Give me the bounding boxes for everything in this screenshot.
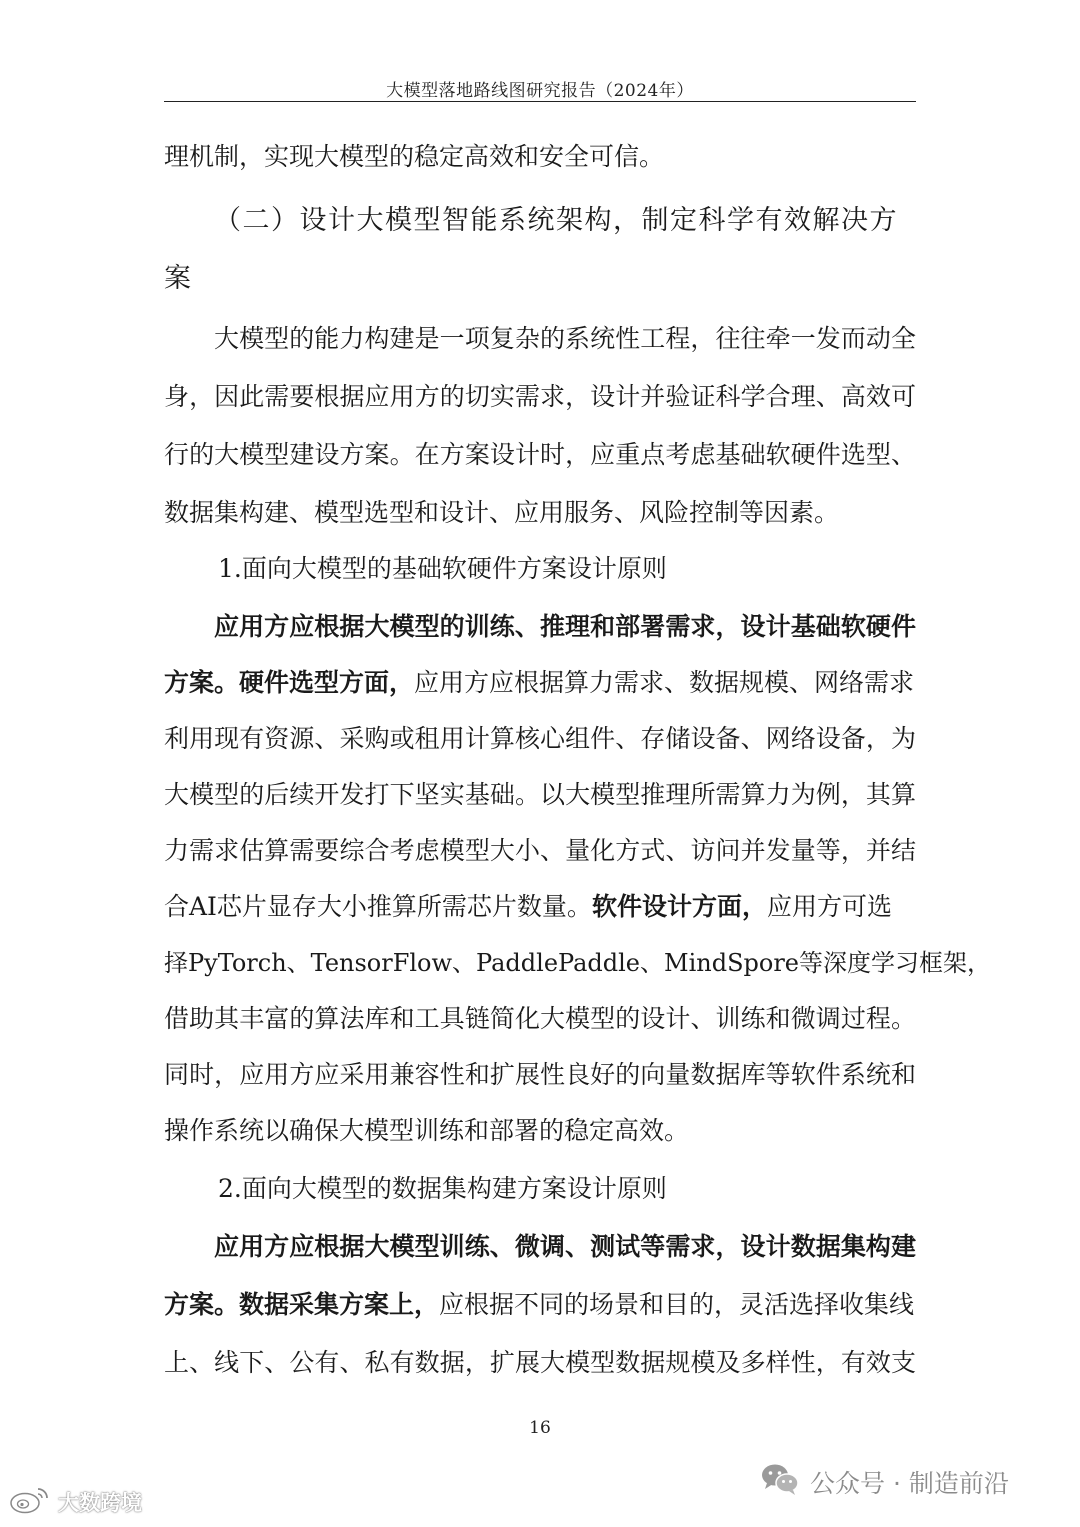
text-line [164,890,916,924]
text-line [164,666,916,700]
text-run: 应用方应根据算力需求、数据规模、网络需求 [414,668,915,697]
text-run: 应根据不同的场景和目的，灵活选择收集线 [439,1290,915,1319]
weibo-icon [8,1485,52,1520]
watermark-text: 公众号 · 制造前沿 [810,1469,1009,1498]
text-line: 大模型的后续开发打下坚实基础。以大模型推理所需算力为例，其算 [164,780,916,809]
section-heading-continued: 案 [164,263,193,294]
text-line: 同时，应用方应采用兼容性和扩展性良好的向量数据库等软件系统和 [164,1060,916,1089]
text-line: 操作系统以确保大模型训练和部署的稳定高效。 [164,1116,690,1145]
text-line: 利用现有资源、采购或租用计算核心组件、存储设备、网络设备，为 [164,724,916,753]
text-run: 应用方可选 [766,892,892,921]
text-run: 合AI芯片显存大小推算所需芯片数量。 [164,892,592,921]
subsection-heading: 1.面向大模型的基础软硬件方案设计原则 [218,554,667,583]
text-line: 理机制，实现大模型的稳定高效和安全可信。 [164,142,665,171]
header-rule [164,101,916,102]
text-line: 力需求估算需要综合考虑模型大小、量化方式、访问并发量等，并结 [164,836,916,865]
text-line: 借助其丰富的算法库和工具链简化大模型的设计、训练和微调过程。 [164,1004,916,1033]
bold-lead-sentence-end: 方案。 [164,668,240,697]
text-line: 数据集构建、模型选型和设计、应用服务、风险控制等因素。 [164,498,840,527]
text-line: 上、线下、公有、私有数据，扩展大模型数据规模及多样性，有效支 [164,1348,916,1377]
watermark-text: 大数跨境 [58,1491,142,1515]
text-line: 大模型的能力构建是一项复杂的系统性工程，往往牵一发而动全 [214,324,916,353]
bold-lead-sentence: 应用方应根据大模型训练、微调、测试等需求，设计数据集构建 [214,1232,916,1261]
bold-topic-label: 硬件选型方面， [239,668,415,697]
text-line: 行的大模型建设方案。在方案设计时，应重点考虑基础软硬件选型、 [164,440,916,469]
bold-topic-label: 软件设计方面， [591,892,767,921]
text-line [164,1288,916,1322]
page-number: 16 [529,1418,551,1438]
subsection-heading: 2.面向大模型的数据集构建方案设计原则 [218,1174,667,1203]
running-header: 大模型落地路线图研究报告（2024年） [386,81,694,101]
text-line: 身，因此需要根据应用方的切实需求，设计并验证科学合理、高效可 [164,382,916,411]
watermark-wechat [760,1462,1009,1502]
bold-topic-label: 方案。数据采集方案上， [164,1290,440,1319]
wechat-icon [760,1462,800,1502]
section-heading: （二）设计大模型智能系统架构，制定科学有效解决方 [214,205,898,236]
text-line: 择PyTorch、TensorFlow、PaddlePaddle、MindSpore等深度学习框架， [164,949,992,977]
watermark-weibo [8,1484,142,1520]
bold-lead-sentence: 应用方应根据大模型的训练、推理和部署需求，设计基础软硬件 [214,612,916,641]
